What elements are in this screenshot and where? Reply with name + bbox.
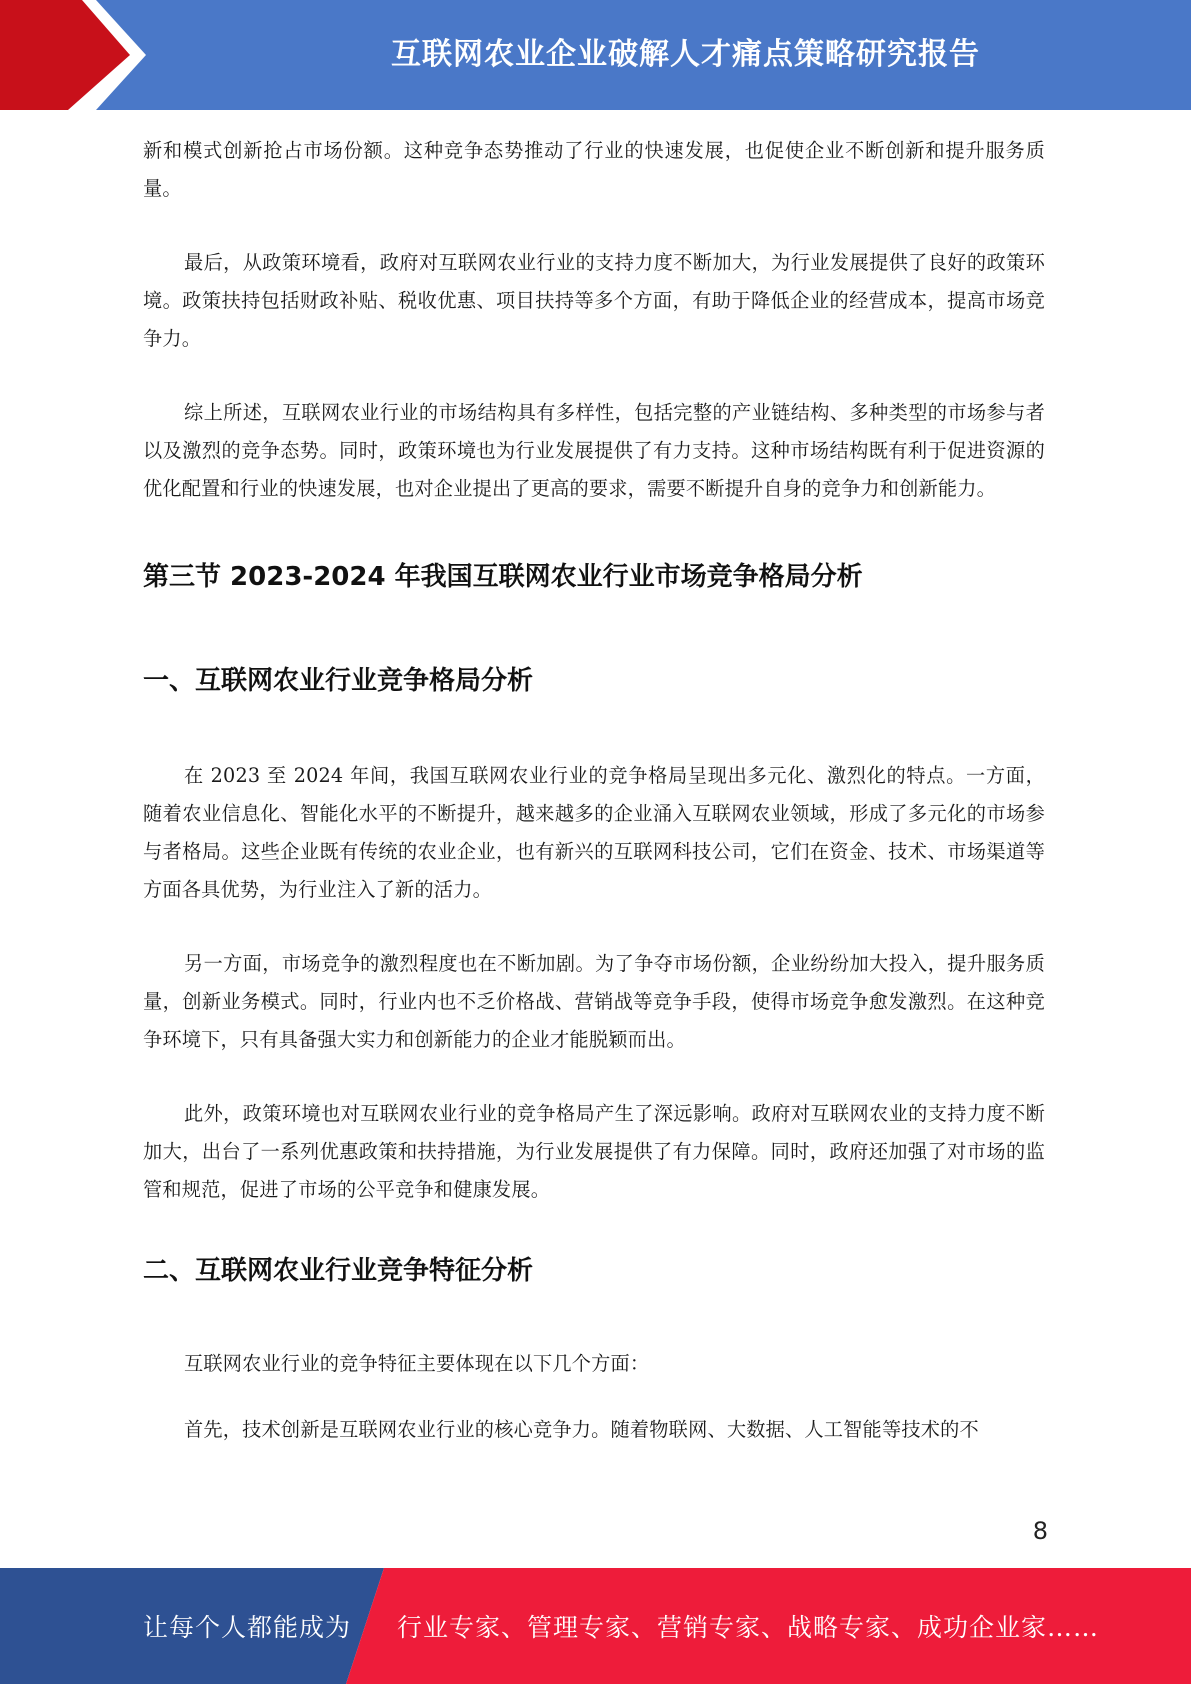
- page-header: [0, 0, 1191, 110]
- paragraph: 综上所述，互联网农业行业的市场结构具有多样性，包括完整的产业链结构、多种类型的市场参与者以及激烈的竞争态势。同时，政策环境也为行业发展提供了有力支持。这种市场结构既有利于促进资源的优化配置和行业的快速发展，也对企业提出了更高的要求，需要不断提升自身的竞争力和创新能力。: [143, 401, 1045, 500]
- paragraph: 最后，从政策环境看，政府对互联网农业行业的支持力度不断加大，为行业发展提供了良好的政策环境。政策扶持包括财政补贴、税收优惠、项目扶持等多个方面，有助于降低企业的经营成本，提高市场竞争力。: [143, 251, 1045, 350]
- header-arrow-graphic: [0, 0, 160, 110]
- subsection-heading: 一、互联网农业行业竞争格局分析: [143, 666, 534, 696]
- paragraph: 另一方面，市场竞争的激烈程度也在不断加剧。为了争夺市场份额，企业纷纷加大投入，提升服务质量，创新业务模式。同时，行业内也不乏价格战、营销战等竞争手段，使得市场竞争愈发激烈。在这种竞争环境下，只有具备强大实力和创新能力的企业才能脱颖而出。: [143, 952, 1045, 1051]
- footer-slogan-right: 行业专家、管理专家、营销专家、战略专家、成功企业家……: [397, 1613, 1100, 1642]
- section-heading: 第三节 2023-2024 年我国互联网农业行业市场竞争格局分析: [143, 562, 863, 592]
- report-title: 互联网农业企业破解人才痛点策略研究报告: [391, 37, 980, 72]
- page-number: 8: [1032, 1517, 1048, 1545]
- paragraph: 首先，技术创新是互联网农业行业的核心竞争力。随着物联网、大数据、人工智能等技术的不: [184, 1418, 979, 1441]
- page-footer: [0, 1568, 1191, 1684]
- page-content: [143, 132, 1045, 1449]
- paragraph: 互联网农业行业的竞争特征主要体现在以下几个方面：: [184, 1352, 650, 1375]
- footer-slogan-left: 让每个人都能成为: [143, 1613, 352, 1642]
- paragraph: 此外，政策环境也对互联网农业行业的竞争格局产生了深远影响。政府对互联网农业的支持力度不断加大，出台了一系列优惠政策和扶持措施，为行业发展提供了有力保障。同时，政府还加强了对市场的监管和规范，促进了市场的公平竞争和健康发展。: [143, 1102, 1045, 1201]
- paragraph: 新和模式创新抢占市场份额。这种竞争态势推动了行业的快速发展，也促使企业不断创新和提升服务质量。: [143, 139, 1045, 200]
- subsection-heading: 二、互联网农业行业竞争特征分析: [143, 1256, 534, 1286]
- paragraph: 在 2023 至 2024 年间，我国互联网农业行业的竞争格局呈现出多元化、激烈化的特点。一方面，随着农业信息化、智能化水平的不断提升，越来越多的企业涌入互联网农业领域，形成了多元化的市场参与者格局。这些企业既有传统的农业企业，也有新兴的互联网科技公司，它们在资金、技术、市场渠道等方面各具优势，为行业注入了新的活力。: [143, 764, 1045, 901]
